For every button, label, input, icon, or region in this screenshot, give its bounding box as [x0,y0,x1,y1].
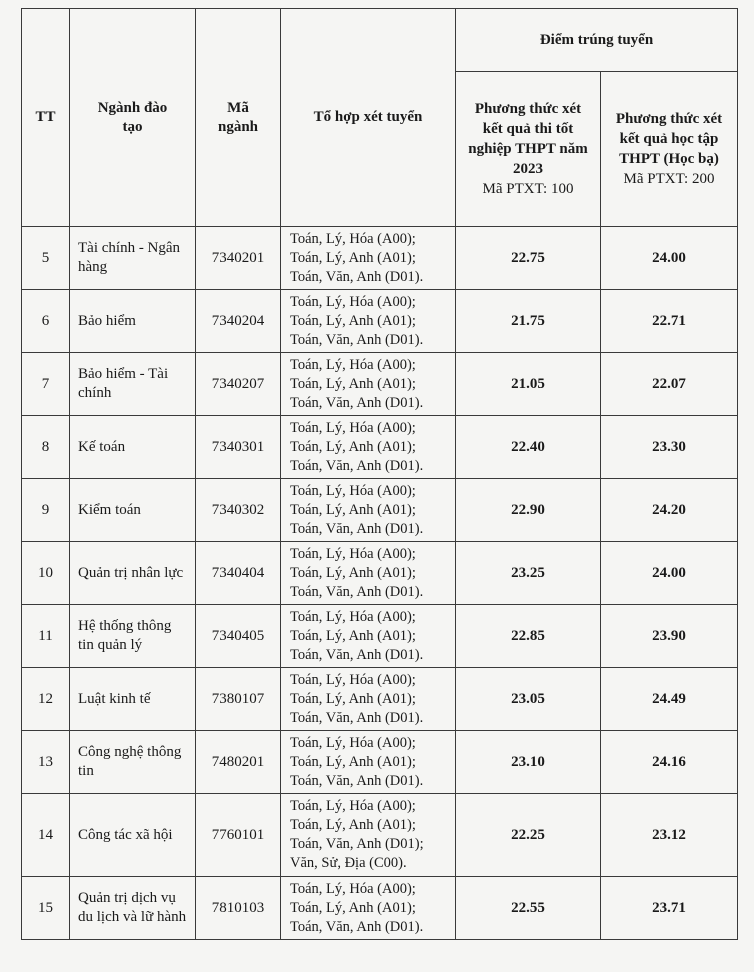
major-name [70,731,196,794]
score-method-100: 22.85 [456,605,601,668]
score-method-200: 23.71 [601,877,738,940]
subject-combo: Toán, Lý, Hóa (A00); [290,798,416,814]
score-method-100: 21.75 [456,290,601,353]
major-name-text: Công tác xã hội [78,826,173,843]
score-method-200: 22.07 [601,353,738,416]
score-method-100: 22.25 [456,794,601,877]
row-number: 7 [22,353,70,416]
table-row [22,227,738,290]
header-method-100 [456,72,601,227]
subject-combo: Toán, Lý, Anh (A01); [290,564,416,581]
major-code: 7340404 [196,542,281,605]
subject-combo: Toán, Văn, Anh (D01). [290,646,424,663]
header-method-200 [601,72,738,227]
row-number: 12 [22,668,70,731]
subject-combo: Toán, Lý, Anh (A01); [290,690,416,707]
major-name-text: Bảo hiểm - Tài chính [78,366,169,401]
score-method-200: 23.30 [601,416,738,479]
score-method-100: 23.25 [456,542,601,605]
table-row [22,877,738,940]
major-name-text: Kiểm toán [78,501,141,518]
header-method-100-code: Mã PTXT: 100 [482,181,574,197]
row-number: 10 [22,542,70,605]
subject-combos [281,416,456,479]
subject-combo: Toán, Lý, Anh (A01); [290,438,416,455]
subject-combo: Toán, Lý, Hóa (A00); [290,880,416,897]
table-row [22,605,738,668]
major-code: 7340204 [196,290,281,353]
major-name-text: Công nghệ thông tin [78,744,182,779]
subject-combo: Toán, Lý, Anh (A01); [290,753,416,770]
subject-combo: Toán, Lý, Anh (A01); [290,817,416,833]
major-name [70,416,196,479]
table-row [22,290,738,353]
major-name-text: Tài chính - Ngân hàng [78,240,181,275]
subject-combo: Toán, Văn, Anh (D01); [290,836,424,852]
row-number: 5 [22,227,70,290]
major-code: 7760101 [196,794,281,877]
header-method-100-title: Phương thức xét kết quả thi tốt nghiệp THPT năm 2023 [468,101,588,177]
header-code [196,9,281,227]
subject-combo: Toán, Văn, Anh (D01). [290,394,424,411]
subject-combos [281,794,456,877]
major-name-text: Kế toán [78,438,126,455]
table-row [22,794,738,877]
major-name [70,479,196,542]
subject-combo: Toán, Văn, Anh (D01). [290,772,424,789]
major-name [70,227,196,290]
subject-combo: Toán, Lý, Hóa (A00); [290,734,416,751]
major-name-text: Bảo hiểm [78,312,136,329]
subject-combo: Toán, Lý, Hóa (A00); [290,293,416,310]
row-number: 6 [22,290,70,353]
subject-combo: Toán, Lý, Hóa (A00); [290,671,416,688]
admission-score-table [21,8,738,940]
subject-combo: Toán, Văn, Anh (D01). [290,331,424,348]
major-name [70,668,196,731]
subject-combo: Toán, Văn, Anh (D01). [290,268,424,285]
major-name [70,353,196,416]
score-method-100: 22.40 [456,416,601,479]
major-name [70,877,196,940]
subject-combo: Toán, Lý, Anh (A01); [290,899,416,916]
major-name-text: Quản trị nhân lực [78,564,184,581]
table-body [22,227,738,940]
subject-combos [281,668,456,731]
table-row [22,542,738,605]
subject-combo: Toán, Lý, Hóa (A00); [290,356,416,373]
table-row [22,479,738,542]
row-number: 14 [22,794,70,877]
major-name [70,290,196,353]
score-method-100: 22.90 [456,479,601,542]
header-method-200-title: Phương thức xét kết quả học tập THPT (Học bạ) [615,111,723,167]
row-number: 8 [22,416,70,479]
subject-combo: Toán, Lý, Hóa (A00); [290,545,416,562]
score-method-200: 24.00 [601,542,738,605]
score-method-200: 24.00 [601,227,738,290]
major-code: 7340302 [196,479,281,542]
score-method-100: 23.10 [456,731,601,794]
header-method-200-code: Mã PTXT: 200 [623,171,715,187]
score-method-100: 21.05 [456,353,601,416]
subject-combo: Toán, Văn, Anh (D01). [290,457,424,474]
subject-combo: Toán, Lý, Hóa (A00); [290,482,416,499]
subject-combo: Toán, Lý, Anh (A01); [290,375,416,392]
header-code-label: Mã ngành [217,99,259,135]
subject-combo: Toán, Văn, Anh (D01). [290,583,424,600]
major-code: 7340301 [196,416,281,479]
subject-combos [281,479,456,542]
subject-combos [281,290,456,353]
major-name-text: Quản trị dịch vụ du lịch và lữ hành [78,890,187,925]
table-row [22,731,738,794]
score-method-200: 22.71 [601,290,738,353]
score-method-100: 23.05 [456,668,601,731]
subject-combos [281,605,456,668]
major-code: 7340405 [196,605,281,668]
table-row [22,416,738,479]
major-name-text: Luật kinh tế [78,690,151,707]
major-name [70,794,196,877]
subject-combo: Toán, Lý, Hóa (A00); [290,230,416,247]
subject-combo: Toán, Lý, Hóa (A00); [290,608,416,625]
major-code: 7480201 [196,731,281,794]
row-number: 15 [22,877,70,940]
score-method-200: 24.16 [601,731,738,794]
major-name [70,605,196,668]
major-name-text: Hệ thống thông tin quản lý [78,618,172,653]
score-method-100: 22.75 [456,227,601,290]
subject-combos [281,542,456,605]
subject-combo: Toán, Lý, Anh (A01); [290,627,416,644]
major-code: 7380107 [196,668,281,731]
score-method-200: 24.49 [601,668,738,731]
subject-combo: Toán, Lý, Hóa (A00); [290,419,416,436]
subject-combos [281,731,456,794]
table-row [22,353,738,416]
header-tt: TT [22,9,70,227]
header-score-group: Điểm trúng tuyển [456,9,738,72]
row-number: 11 [22,605,70,668]
header-major-label: Ngành đào tạo [97,99,168,135]
header-combo: Tổ hợp xét tuyển [281,9,456,227]
table-row [22,668,738,731]
subject-combos [281,877,456,940]
major-code: 7340207 [196,353,281,416]
major-name [70,542,196,605]
score-method-200: 24.20 [601,479,738,542]
subject-combos [281,353,456,416]
major-code: 7810103 [196,877,281,940]
subject-combo: Toán, Văn, Anh (D01). [290,520,424,537]
subject-combos [281,227,456,290]
header-major [70,9,196,227]
score-method-100: 22.55 [456,877,601,940]
row-number: 9 [22,479,70,542]
major-code: 7340201 [196,227,281,290]
row-number: 13 [22,731,70,794]
subject-combo: Toán, Lý, Anh (A01); [290,312,416,329]
score-method-200: 23.12 [601,794,738,877]
score-method-200: 23.90 [601,605,738,668]
subject-combo: Toán, Văn, Anh (D01). [290,918,424,935]
subject-combo: Văn, Sử, Địa (C00). [290,855,407,871]
subject-combo: Toán, Văn, Anh (D01). [290,709,424,726]
subject-combo: Toán, Lý, Anh (A01); [290,501,416,518]
subject-combo: Toán, Lý, Anh (A01); [290,249,416,266]
